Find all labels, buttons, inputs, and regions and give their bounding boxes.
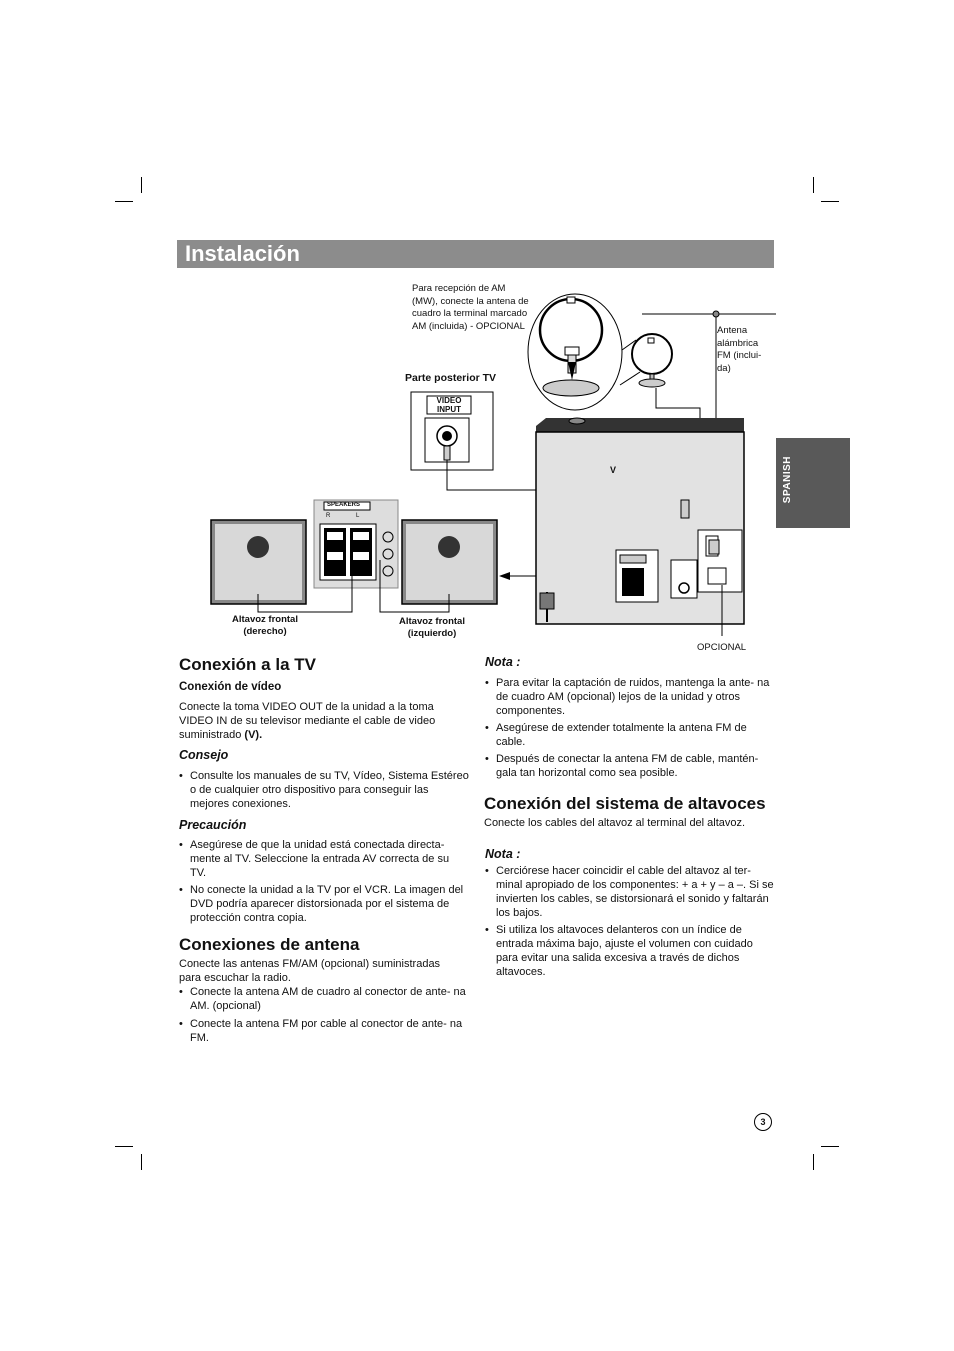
am-loop-antenna-icon <box>528 294 622 410</box>
caution-list <box>179 838 464 928</box>
note-heading-2: Nota : <box>485 847 521 861</box>
speakers-r-label: R <box>326 513 331 519</box>
speakers-l-label: L <box>356 513 360 519</box>
list-item: • Si utiliza los altavoces delanteros con un índice de entrada máxima bajo, ajuste el volumen con cuidado para evitar una salida excesiva a través de dichos altavoces. <box>485 923 775 979</box>
list-item: • Cerciórese hacer coincidir el cable del altavoz al ter- minal apropiado de los componentes: + a + y – a –. Si se invierten los cables, se distorsionará el sonido y faltarán los bajos. <box>485 864 775 920</box>
list-item: • Después de conectar la antena FM de cable, mantén- gala tan horizontal como sea posible. <box>485 752 775 780</box>
tip-list <box>179 769 469 814</box>
front-left-speaker-label: Altavoz frontal (izquierdo) <box>399 616 465 639</box>
language-label: SPANISH <box>782 456 793 504</box>
caution-heading: Precaución <box>179 818 247 832</box>
list-item: • Asegúrese de que la unidad está conectada directa- mente al TV. Seleccione la entrada AV correcta de su TV. <box>179 838 464 880</box>
page-number: 3 <box>754 1113 772 1131</box>
list-item: • Conecte la antena AM de cuadro al conector de ante- na AM. (opcional) <box>179 985 469 1013</box>
antenna-heading: Conexiones de antena <box>179 935 360 954</box>
speaker-system-text: Conecte los cables del altavoz al terminal del altavoz. <box>484 817 746 829</box>
video-cable-label: V <box>610 465 617 475</box>
am-antenna-note: Para recepción de AM (MW), conecte la antena de cuadro la terminal marcado AM (incluida) - OPCIONAL <box>412 283 529 332</box>
crop-mark <box>813 1154 814 1170</box>
front-right-speaker <box>211 520 306 604</box>
note-list <box>485 676 775 783</box>
main-unit <box>536 418 744 624</box>
page-title: Instalación <box>185 241 300 266</box>
speakers-panel-label: SPEAKERS <box>327 502 361 508</box>
note-heading: Nota : <box>485 655 521 669</box>
video-connection-subheading: Conexión de vídeo <box>179 681 282 693</box>
list-item: • No conecte la unidad a la TV por el VCR. La imagen del DVD podría aparecer distorsionada por el sistema de protección contra copia. <box>179 883 464 925</box>
list-item: • Conecte la antena FM por cable al conector de ante- na FM. <box>179 1017 469 1045</box>
fm-antenna-note: Antena alámbrica FM (inclui- da) <box>717 325 762 374</box>
tv-back-label: Parte posterior TV <box>405 372 497 384</box>
note-list-2 <box>485 864 775 982</box>
am-loop-antenna-small-icon <box>620 334 672 387</box>
front-left-speaker <box>402 520 497 604</box>
optional-label: OPCIONAL <box>697 642 747 653</box>
list-item: • Consulte los manuales de su TV, Vídeo, Sistema Estéreo o de cualquier otro dispositivo para conseguir las mejores conexiones. <box>179 769 469 811</box>
speaker-system-heading: Conexión del sistema de altavoces <box>484 794 766 813</box>
antenna-list <box>179 985 469 1048</box>
front-right-speaker-label: Altavoz frontal (derecho) <box>232 614 298 637</box>
video-connection-text: Conecte la toma VIDEO OUT de la unidad a la toma VIDEO IN de su televisor mediante el cable de video suministrado (V). <box>179 701 436 741</box>
crop-mark <box>115 1146 133 1147</box>
list-item: • Para evitar la captación de ruidos, mantenga la ante- na de cuadro AM (opcional) lejos de la unidad y otros componentes. <box>485 676 775 718</box>
antenna-text: Conecte las antenas FM/AM (opcional) suministradas para escuchar la radio. <box>179 958 441 984</box>
tv-connection-heading: Conexión a la TV <box>179 655 316 674</box>
tip-heading: Consejo <box>179 748 229 762</box>
crop-mark <box>141 1154 142 1170</box>
crop-mark <box>821 1146 839 1147</box>
list-item: • Asegúrese de extender totalmente la antena FM de cable. <box>485 721 775 749</box>
video-input-label: VIDEO INPUT <box>436 396 462 414</box>
